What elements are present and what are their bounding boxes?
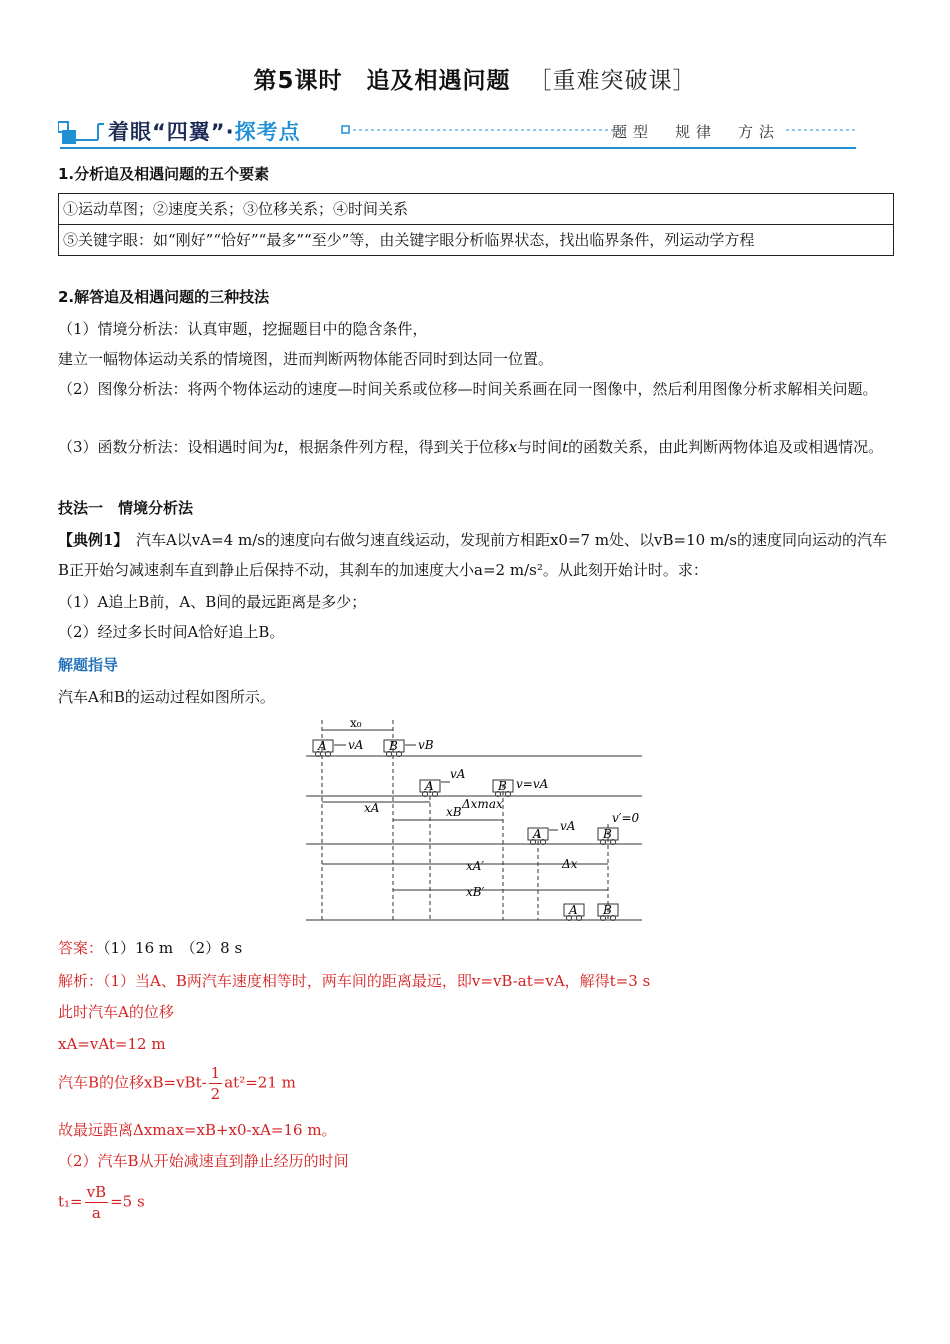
lesson-title: 第5课时 追及相遇问题	[253, 68, 511, 94]
banner-title-highlight: 探考点	[234, 120, 301, 144]
technique-heading: 技法一 情境分析法	[58, 499, 194, 517]
analysis-line-2: 此时汽车A的位移	[58, 1003, 174, 1021]
question-1: （1）A追上B前，A、B间的最远距离是多少；	[58, 593, 367, 611]
label-xb-prime: xB′	[466, 885, 485, 899]
lesson-tag: ［重难突破课］	[528, 68, 697, 94]
example-label: 【典例1】	[58, 531, 121, 549]
answer-text: （1）16 m （2）8 s	[103, 939, 243, 957]
analysis-line-7: t₁= $\frac{vB}{a}$ =5 s	[58, 1183, 145, 1222]
label-vb-1: vB	[418, 738, 434, 752]
elements-row-1: ①运动草图；②速度关系；③位移关系；④时间关系	[63, 200, 409, 218]
fraction-half: $\frac{1}{2}$	[210, 1064, 221, 1103]
answer-label: 答案：	[58, 939, 104, 957]
analysis-line-5: 故最远距离Δxmax=xB+x0-xA=16 m。	[58, 1121, 337, 1139]
motion-diagram	[300, 714, 660, 926]
analysis-line-4: 汽车B的位移xB=vBt- $\frac{1}{2}$ at²=21 m	[58, 1064, 296, 1103]
label-xb: xB	[446, 805, 462, 819]
question-2: （2）经过多长时间A恰好追上B。	[58, 623, 285, 641]
label-vprime: v′=0	[612, 811, 640, 825]
label-x0: x₀	[350, 716, 362, 730]
label-va-1: vA	[348, 738, 364, 752]
car-b-1	[384, 739, 404, 757]
method2: （2）图像分析法：将两个物体运动的速度—时间关系或位移—时间关系画在同一图像中，然后利用图像分析求解相关问题。	[58, 380, 878, 398]
label-xa: xA	[364, 801, 380, 815]
section1-heading: 1.分析追及相遇问题的五个要素	[58, 165, 270, 183]
example-text: 汽车A以vA=4 m/s的速度向右做匀速直线运动，发现前方相距x0=7 m处、以vB=10 m/s的速度同向运动的汽车B正开始匀减速刹车直到静止后保持不动，其刹车的加速度大小a=2 m/s²。从此刻开始计时。求：	[58, 531, 887, 579]
svg-text:A: A	[318, 739, 327, 753]
analysis-line-1: 解析：（1）当A、B两汽车速度相等时，两车间的距离最远，即v=vB-at=vA，解得t=3 s	[58, 972, 651, 990]
svg-text:B: B	[498, 779, 507, 793]
method1-line1: （1）情境分析法：认真审题，挖掘题目中的隐含条件，	[58, 320, 428, 338]
fraction-vb-over-a: $\frac{vB}{a}$	[86, 1183, 107, 1222]
page-title	[0, 62, 950, 95]
svg-text:A: A	[425, 779, 434, 793]
svg-text:B: B	[603, 827, 612, 841]
elements-table	[58, 193, 894, 256]
elements-row-2: ⑤关键字眼：如“刚好”“恰好”“最多”“至少”等，由关键字眼分析临界状态，找出临界条件，列运动学方程	[59, 224, 893, 255]
svg-text:B: B	[603, 903, 612, 917]
label-va-2: vA	[450, 767, 466, 781]
banner-title-prefix: 着眼“四翼”·	[108, 120, 235, 144]
analysis-line-6: （2）汽车B从开始减速直到静止经历的时间	[58, 1152, 349, 1170]
banner-title	[108, 116, 301, 146]
label-va-3: vA	[560, 819, 576, 833]
section2-heading: 2.解答追及相遇问题的三种技法	[58, 288, 270, 306]
section-banner	[58, 110, 858, 150]
label-xa-prime: xA′	[466, 859, 485, 873]
label-v-equal: v=vA	[516, 777, 549, 791]
car-a-4	[564, 903, 584, 921]
guide-heading: 解题指导	[58, 656, 119, 674]
svg-text:A: A	[569, 903, 578, 917]
answer-line	[58, 933, 894, 963]
svg-text:A: A	[533, 827, 542, 841]
label-dxmax: Δxmax	[462, 797, 503, 811]
label-dx: Δx	[562, 857, 578, 871]
example-problem	[58, 525, 894, 585]
banner-subtitle: 题型 规律 方法	[611, 123, 780, 141]
method3: （3）函数分析法：设相遇时间为t，根据条件列方程，得到关于位移x与时间t的函数关系，由此判断两物体追及或相遇情况。	[58, 438, 884, 456]
svg-text:B: B	[389, 739, 398, 753]
guide-text: 汽车A和B的运动过程如图所示。	[58, 688, 275, 706]
car-a-2	[420, 779, 440, 797]
car-a-1	[313, 739, 333, 757]
method1-line2: 建立一幅物体运动关系的情境图，进而判断两物体能否同时到达同一位置。	[58, 350, 554, 368]
analysis-line-3: xA=vAt=12 m	[58, 1035, 166, 1053]
analysis-label: 解析：	[58, 972, 104, 990]
